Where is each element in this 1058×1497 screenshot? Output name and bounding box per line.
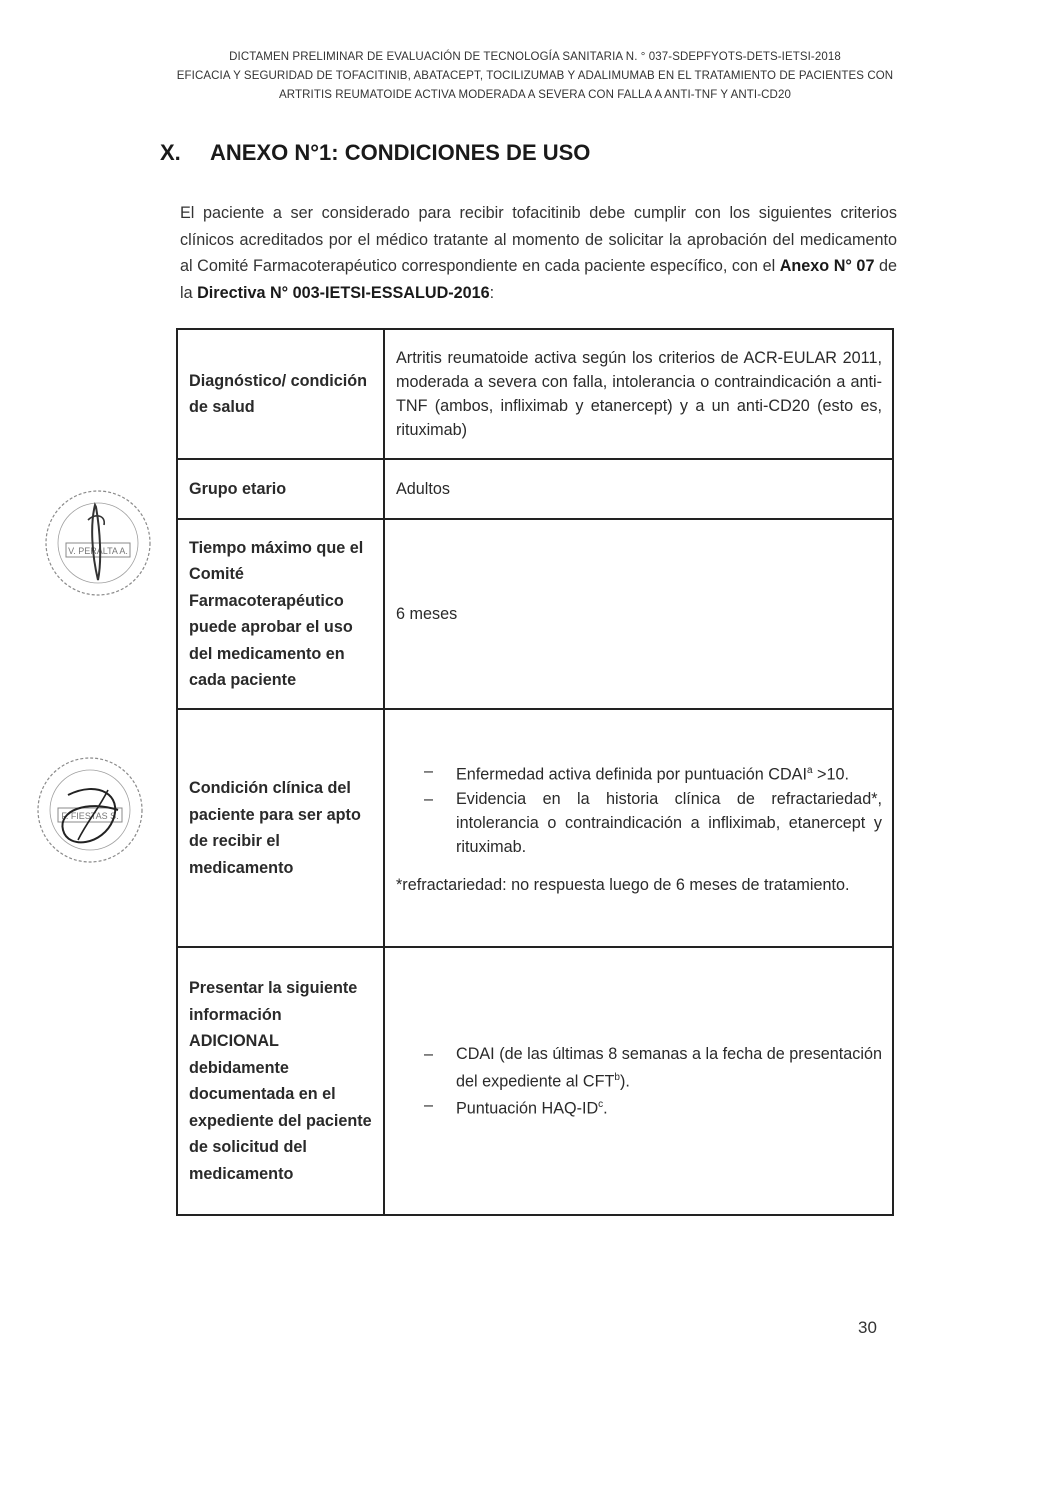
list-item-text: CDAI (de las últimas 8 semanas a la fecha de presentación del expediente al CFT <box>456 1044 882 1090</box>
dash-marker: – <box>424 1096 434 1114</box>
list-item-after: ). <box>619 1072 630 1090</box>
additional-info-list <box>396 1042 882 1121</box>
intro-mid: de la <box>180 257 897 302</box>
footnote-ref: b <box>614 1071 620 1083</box>
official-seal-stamp <box>28 750 148 875</box>
intro-directive-ref: Directiva N° 003-IETSI-ESSALUD-2016 <box>197 283 490 302</box>
document-header <box>130 48 940 105</box>
section-title-text: ANEXO N°1: CONDICIONES DE USO <box>210 140 591 165</box>
row-label-diagnostico: Diagnóstico/ condición de salud <box>177 329 384 459</box>
list-item <box>424 1093 882 1120</box>
list-item <box>424 787 882 859</box>
row-label-tiempo-maximo: Tiempo máximo que el Comité Farmacoterapéutico puede aprobar el uso del medicamento en cada paciente <box>177 519 384 709</box>
header-line-1: DICTAMEN PRELIMINAR DE EVALUACIÓN DE TECNOLOGÍA SANITARIA N. ° 037-SDEPFYOTS-DETS-IETSI-2018 <box>229 51 841 63</box>
footnote-ref: c <box>598 1099 604 1110</box>
table-row <box>177 329 893 459</box>
footnote-ref: a <box>806 765 813 777</box>
header-line-2: EFICACIA Y SEGURIDAD DE TOFACITINIB, ABATACEPT, TOCILIZUMAB Y ADALIMUMAB EN EL TRATAMIENTO DE PACIENTES CON <box>176 70 894 82</box>
row-label-grupo-etario: Grupo etario <box>177 459 384 519</box>
seal-icon <box>40 485 160 600</box>
refractariedad-note: *refractariedad: no respuesta luego de 6 meses de tratamiento. <box>396 875 850 894</box>
list-item-text: Enfermedad activa definida por puntuación CDAI <box>456 765 807 784</box>
table-row <box>177 519 893 709</box>
section-number: X. <box>160 140 181 165</box>
row-value-diagnostico: Artritis reumatoide activa según los criterios de ACR-EULAR 2011, moderada a severa con falla, intolerancia o contraindicación a anti-TNF (ambos, infliximab y etanercept) y a un anti-CD20 (esto es, rituximab) <box>384 329 893 459</box>
list-item <box>424 1042 882 1093</box>
seal-icon <box>28 750 148 870</box>
official-seal-stamp <box>40 485 160 605</box>
row-value-condicion-clinica <box>384 709 893 947</box>
list-item-text: Evidencia en la historia clínica de refractariedad*, intolerancia o contraindicación a infliximab, etanercept y rituximab. <box>456 789 882 856</box>
intro-text: El paciente a ser considerado para recibir tofacitinib debe cumplir con los siguientes criterios clínicos acreditados por el médico tratante al momento de solicitar la aprobación del medicamento al Comité Farmacoterapéutico correspondiente en cada paciente específico, con el <box>180 204 897 275</box>
list-item-text: Puntuación HAQ-ID <box>456 1099 599 1118</box>
table-row <box>177 709 893 947</box>
seal-text: F. FIESTAS S. <box>61 811 119 821</box>
table-row <box>177 459 893 519</box>
table-row <box>177 947 893 1215</box>
page-number: 30 <box>858 1318 877 1337</box>
row-value-informacion-adicional <box>384 947 893 1215</box>
header-line-3: ARTRITIS REUMATOIDE ACTIVA MODERADA A SEVERA CON FALLA A ANTI-TNF Y ANTI-CD20 <box>279 89 791 101</box>
list-item-after: >10. <box>812 765 849 784</box>
section-title <box>160 140 590 166</box>
seal-text: V. PERALTA A. <box>68 546 128 556</box>
condition-list <box>396 759 882 858</box>
row-label-informacion-adicional: Presentar la siguiente información ADICIONAL debidamente documentada en el expediente del paciente de solicitud del medicamento <box>177 947 384 1215</box>
conditions-table <box>176 328 894 1216</box>
dash-marker: – <box>424 762 434 781</box>
row-label-condicion-clinica: Condición clínica del paciente para ser apto de recibir el medicamento <box>177 709 384 947</box>
intro-paragraph <box>180 200 897 306</box>
intro-annex-ref: Anexo N° 07 <box>779 257 875 275</box>
dash-marker: – <box>424 789 434 808</box>
intro-end: : <box>489 283 495 302</box>
list-item <box>424 759 882 786</box>
dash-marker: – <box>424 1044 434 1063</box>
row-value-grupo-etario: Adultos <box>384 459 893 519</box>
row-value-tiempo-maximo: 6 meses <box>384 519 893 709</box>
list-item-after: . <box>603 1099 608 1118</box>
